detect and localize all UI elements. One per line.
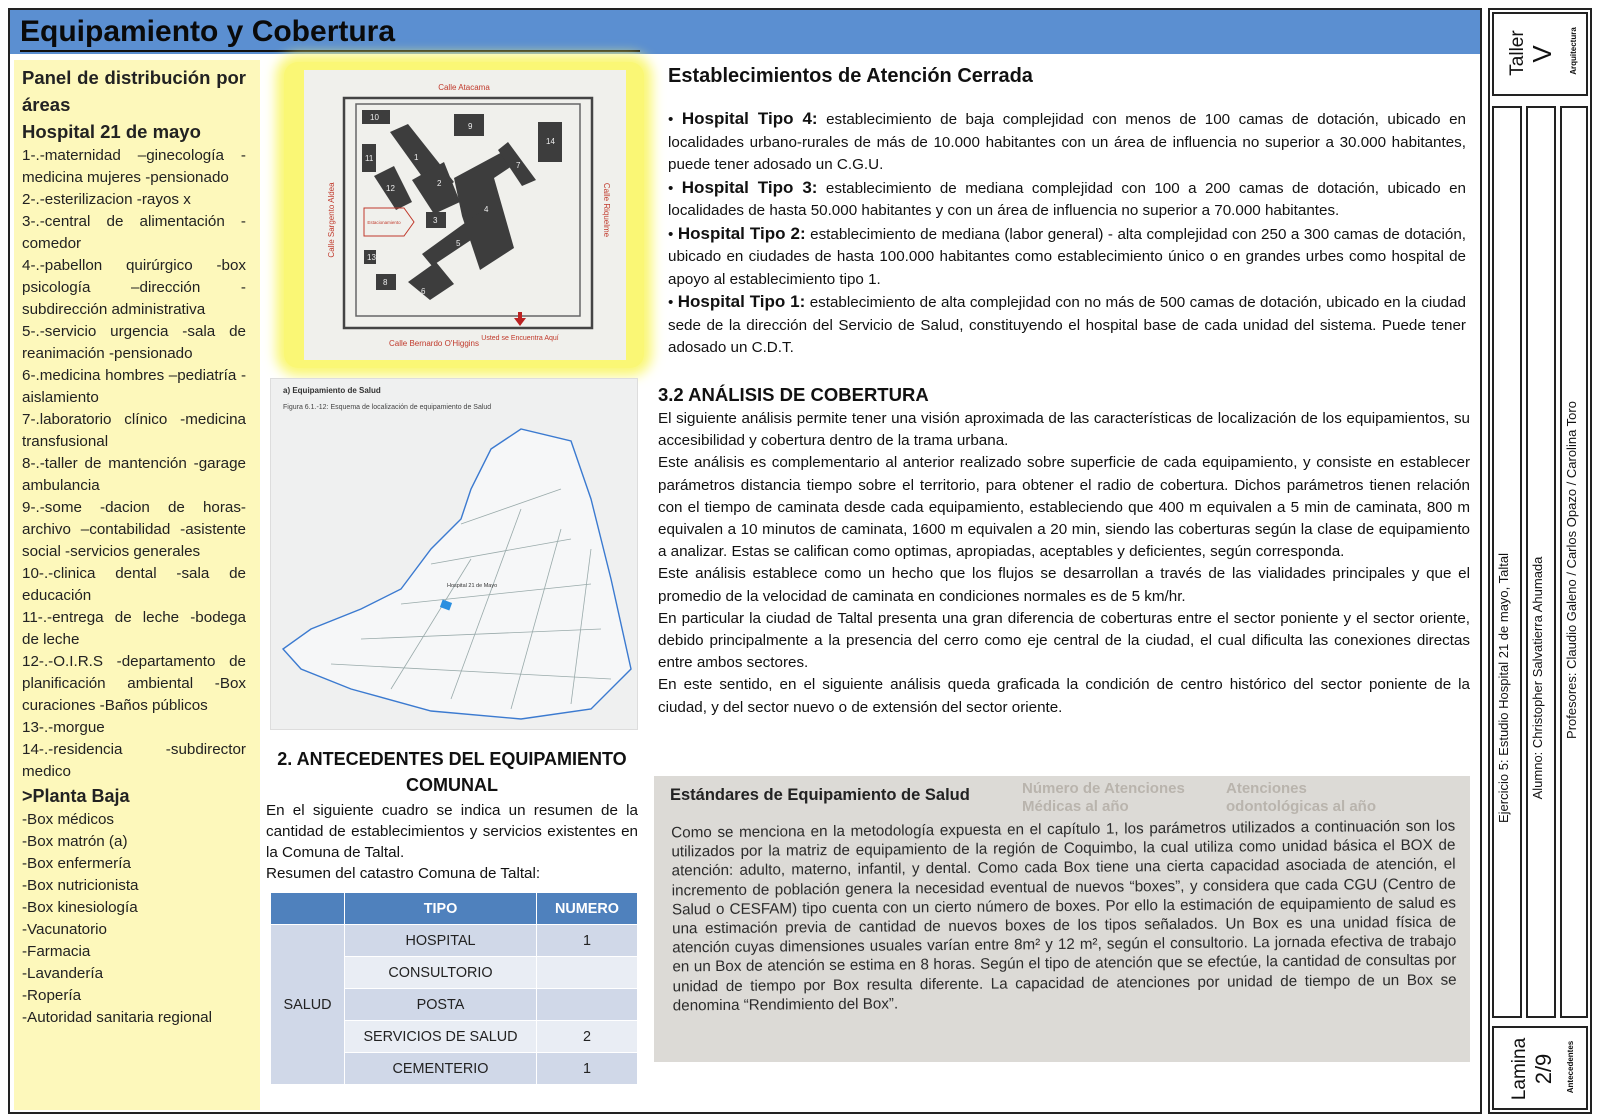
- planta-baja-item: -Box enfermería: [22, 855, 131, 872]
- title-block-profesores: [1560, 106, 1588, 1018]
- title-block-alumno: [1526, 106, 1556, 1018]
- arquitectura-label: Arquitectura: [1569, 27, 1578, 75]
- section-antecedentes-title: 2. ANTECEDENTES DEL EQUIPAMIENTO COMUNAL: [277, 749, 627, 795]
- hospital-plan-frame: [284, 62, 644, 368]
- antecedentes-label: Antecedentes: [1566, 1040, 1575, 1094]
- title-block-taller: [1492, 12, 1588, 96]
- health-map: [270, 378, 638, 730]
- table-row: [271, 925, 638, 957]
- cobertura-paragraph: Este análisis establece como un hecho que los flujos se desarrollan a través de las vialidades principales y que el promedio de la velocidad de caminata en condiciones normales es de 5 km/hr.: [658, 565, 1470, 605]
- table-group-salud: SALUD: [271, 925, 345, 1085]
- table-cell-numero: 1: [537, 925, 638, 957]
- alumno-text: Alumno: Christopher Salvatierra Ahumada: [1530, 556, 1545, 800]
- table-cell-numero: [537, 989, 638, 1021]
- estandares-scan: [654, 776, 1470, 1062]
- establecimiento-label: Hospital Tipo 1:: [677, 292, 806, 311]
- table-cell-numero: 1: [537, 1053, 638, 1085]
- planta-baja-item: -Farmacia: [22, 943, 91, 960]
- table-caption: Resumen del catastro Comuna de Taltal:: [266, 865, 541, 882]
- cobertura-paragraph: En particular la ciudad de Taltal presenta una gran diferencia de coberturas entre el sector poniente y el sector oriente, debido principalmente a la presencia del cerro como eje central de la ciudad, el cual dificulta las conexiones directas entre ambos sectores.: [658, 609, 1470, 672]
- estandares-faint-header-2: Atenciones odontológicas al año: [1226, 780, 1377, 815]
- establecimiento-label: Hospital Tipo 3:: [681, 177, 818, 197]
- estandares-text: Como se menciona en la metodología expuesta en el capítulo 1, los parámetros utilizados a continuación son los utilizados por la matriz de equipamiento de la región de Coquimbo, la cual utiliza como unidad básica el BOX de atención: adulto, materno, infantil, y dental. Como cada Box tiene una cierta capacidad asociada de atención, el incremento de población genera la necesidad eventual de nuevos “boxes”, y considera que cada CGU (Centro de Salud o CESFAM) tipo cuenta con un cierto número de boxes. Por ello la estimación de equipamiento de salud es una estimación previa de cantidad de nuevos boxes de los tipos señalados. Un Box es una unidad física de atención cuyas dimensiones usuales varían entre 8m² y 12 m², según el consultorio. La jornada efectiva de trabajo en un Box de atención se estima en 8 horas. Según el tipo de atención que se efectúe, la cantidad de consultas por unidad de tiempo por Box resulta diferente. La capacidad de atenciones por unidad de tiempo de un Box se denomina “Rendimiento del Box”.: [671, 817, 1457, 1015]
- panel-hospital-name: Hospital 21 de mayo: [22, 121, 201, 142]
- lamina-label: Lamina: [1509, 1037, 1530, 1101]
- svg-text:3: 3: [433, 216, 438, 225]
- svg-text:10: 10: [370, 113, 379, 122]
- hospital-marker-label: Hospital 21 de Mayo: [447, 583, 498, 589]
- planta-baja-item: -Box kinesiología: [22, 899, 138, 916]
- svg-text:7: 7: [516, 161, 521, 170]
- title-block-ejercicio: [1492, 106, 1522, 1018]
- panel-title: Panel de distribución por áreas: [22, 67, 246, 115]
- area-list-item: 6-.medicina hombres –pediatría -aislamiento: [22, 367, 246, 406]
- street-right: Calle Riquelme: [602, 182, 611, 238]
- svg-text:4: 4: [484, 205, 489, 214]
- area-list-item: 14-.-residencia -subdirector medico: [22, 741, 246, 780]
- table-cell-tipo: CEMENTERIO: [345, 1053, 537, 1085]
- establecimiento-item: [668, 177, 1466, 223]
- planta-baja-item: -Lavandería: [22, 965, 104, 982]
- page-title: Equipamiento y Cobertura: [20, 14, 640, 52]
- cobertura-paragraph: El siguiente análisis permite tener una visión aproximada de las características de localización de los equipamientos, su accesibilidad y cobertura dentro de la trama urbana.: [658, 410, 1470, 450]
- svg-text:14: 14: [546, 137, 555, 146]
- title-block-lamina: [1492, 1026, 1588, 1110]
- cobertura-paragraph: En este sentido, en el siguiente análisis queda graficada la condición de centro histórico del sector poniente de la ciudad, y del sector nuevo o de extensión del sector oriente.: [658, 676, 1470, 716]
- establecimiento-text: establecimiento de mediana (labor general) - alta complejidad con 250 a 300 camas de dotación, ubicado en ciudades de hasta 100.000 habitantes como establecimiento único o en grandes urbes como hospital de apoyo al establecimiento tipo 1.: [668, 225, 1466, 288]
- hospital-plan-drawing: [304, 70, 626, 360]
- establecimiento-label: Hospital Tipo 2:: [677, 223, 806, 243]
- plan-parking-label: Estacionamiento: [367, 220, 401, 225]
- area-list-item: 2-.-esterilizacion -rayos x: [22, 191, 191, 208]
- you-are-here-label: Usted se Encuentra Aquí: [481, 335, 559, 342]
- svg-text:13: 13: [367, 253, 376, 262]
- svg-text:6: 6: [421, 287, 426, 296]
- svg-text:12: 12: [386, 184, 395, 193]
- street-top: Calle Atacama: [438, 83, 490, 92]
- ejercicio-text: Ejercicio 5: Estudio Hospital 21 de mayo, Taltal: [1496, 553, 1511, 824]
- svg-text:1: 1: [414, 153, 419, 162]
- planta-baja-item: -Box médicos: [22, 811, 115, 828]
- health-map-drawing: [271, 379, 637, 729]
- planta-baja-item: -Vacunatorio: [22, 921, 107, 938]
- svg-text:8: 8: [383, 278, 388, 287]
- table-header-tipo: TIPO: [345, 893, 537, 925]
- area-list-item: 5-.-servicio urgencia -sala de reanimación -pensionado: [22, 323, 246, 362]
- area-list-item: 8-.-taller de mantención -garage ambulancia: [22, 455, 246, 494]
- table-cell-tipo: CONSULTORIO: [345, 957, 537, 989]
- bullet-icon: •: [668, 294, 678, 311]
- area-list-item: 11-.-entrega de leche -bodega de leche: [22, 609, 246, 648]
- street-left: Calle Sargento Aldea: [327, 182, 336, 258]
- cobertura-paragraph: Este análisis es complementario al anterior realizado sobre superficie de cada equipamiento, y consiste en establecer parámetros distancia tiempo sobre el territorio, para obtener el radio de cobertura. Dichos parámetros tienen relación con el tiempo de caminata desde cada equipamiento, estableciendo que 400 m equivalen a 5 min de caminata, 800 m equivalen a 10 minutos de caminata, 1600 m equivalen a 20 min, siendo las coberturas según la clase de equipamiento a analizar. Estas se califican como optimas, apropiadas, aceptables y deficientes, según corresponda.: [658, 454, 1470, 561]
- table-header-empty: [271, 893, 345, 925]
- section-antecedentes-text: En el siguiente cuadro se indica un resumen de la cantidad de establecimientos y servicios existentes en la Comuna de Taltal.: [266, 802, 638, 861]
- planta-baja-item: -Box nutricionista: [22, 877, 139, 894]
- table-header-row: [271, 893, 638, 925]
- map-heading: a) Equipamiento de Salud: [283, 386, 381, 395]
- area-list-item: 3-.-central de alimentación -comedor: [22, 213, 246, 252]
- area-list-item: 4-.-pabellon quirúrgico -box psicología –dirección -subdirección administrativa: [22, 257, 246, 318]
- taller-value: V: [1527, 45, 1557, 63]
- planta-baja-title: >Planta Baja: [22, 786, 130, 806]
- table-cell-tipo: HOSPITAL: [345, 925, 537, 957]
- profesores-text: Profesores: Claudio Galeno / Carlos Opazo / Carolina Toro: [1564, 401, 1579, 739]
- area-list: [22, 145, 246, 783]
- establecimiento-item: [668, 223, 1466, 292]
- svg-text:9: 9: [468, 122, 473, 131]
- section-antecedentes: [266, 746, 638, 884]
- svg-text:5: 5: [456, 239, 461, 248]
- table-cell-tipo: POSTA: [345, 989, 537, 1021]
- table-cell-numero: 2: [537, 1021, 638, 1053]
- planta-baja-list: [22, 809, 246, 1029]
- establecimiento-item: [668, 108, 1466, 177]
- area-list-item: 10-.-clinica dental -sala de educación: [22, 565, 246, 604]
- hospital-plan: [304, 70, 626, 360]
- establecimientos-title: Establecimientos de Atención Cerrada: [668, 65, 1033, 87]
- establecimientos-list: [668, 108, 1466, 360]
- area-list-item: 1-.-maternidad –ginecología -medicina mujeres -pensionado: [22, 147, 246, 186]
- establecimiento-text: establecimiento de baja complejidad con menos de 100 camas de dotación, ubicado en localidades urbano-rurales de más de 10.000 habitantes con un área de influencia no superior a 30.000 habitantes, puede tener adosado un C.G.U.: [668, 111, 1466, 173]
- area-list-item: 13-.-morgue: [22, 719, 105, 736]
- cobertura-text: [658, 408, 1470, 719]
- table-header-numero: NUMERO: [537, 893, 638, 925]
- establecimiento-text: establecimiento de mediana complejidad con 100 a 200 camas de dotación, ubicado en localidades de hasta 50.000 habitantes y con un área de influencia no superior a 70.000 habitantes.: [668, 179, 1466, 219]
- lamina-value: 2/9: [1531, 1053, 1556, 1085]
- table-cell-numero: [537, 957, 638, 989]
- planta-baja-item: -Ropería: [22, 987, 82, 1004]
- planta-baja-item: -Autoridad sanitaria regional: [22, 1009, 212, 1026]
- area-list-item: 9-.-some -dacion de horas-archivo –contabilidad -asistente social -servicios generales: [22, 499, 246, 560]
- taller-label: Taller: [1507, 30, 1528, 76]
- planta-baja-item: -Box matrón (a): [22, 833, 128, 850]
- establecimiento-item: [668, 291, 1466, 360]
- establecimiento-text: establecimiento de alta complejidad con no más de 500 camas de dotación, ubicado en la ciudad sede de la dirección del Servicio de Salud, constituyendo el hospital base de cada unidad del sistema. Puede tener adosado un C.D.T.: [668, 294, 1466, 356]
- street-bottom: Calle Bernardo O'Higgins: [388, 339, 480, 348]
- bullet-icon: •: [668, 111, 682, 128]
- area-list-item: 12-.-O.I.R.S -departamento de planificación ambiental -Box curaciones -Baños públicos: [22, 653, 246, 714]
- table-cell-tipo: SERVICIOS DE SALUD: [345, 1021, 537, 1053]
- map-figure-caption: Figura 6.1.-12: Esquema de localización de equipamiento de Salud: [283, 404, 492, 411]
- left-panel-content: [22, 64, 246, 1029]
- svg-text:11: 11: [365, 154, 374, 163]
- bullet-icon: •: [668, 225, 678, 243]
- bullet-icon: •: [668, 179, 682, 197]
- cobertura-title: 3.2 ANÁLISIS DE COBERTURA: [658, 384, 929, 405]
- catastro-table: [270, 892, 638, 1085]
- estandares-faint-header-1: Número de Atenciones Médicas al año: [1022, 780, 1185, 815]
- svg-text:2: 2: [437, 179, 442, 188]
- estandares-title: Estándares de Equipamiento de Salud: [670, 786, 970, 804]
- area-list-item: 7-.laboratorio clínico -medicina transfusional: [22, 411, 246, 450]
- establecimiento-label: Hospital Tipo 4:: [681, 109, 818, 128]
